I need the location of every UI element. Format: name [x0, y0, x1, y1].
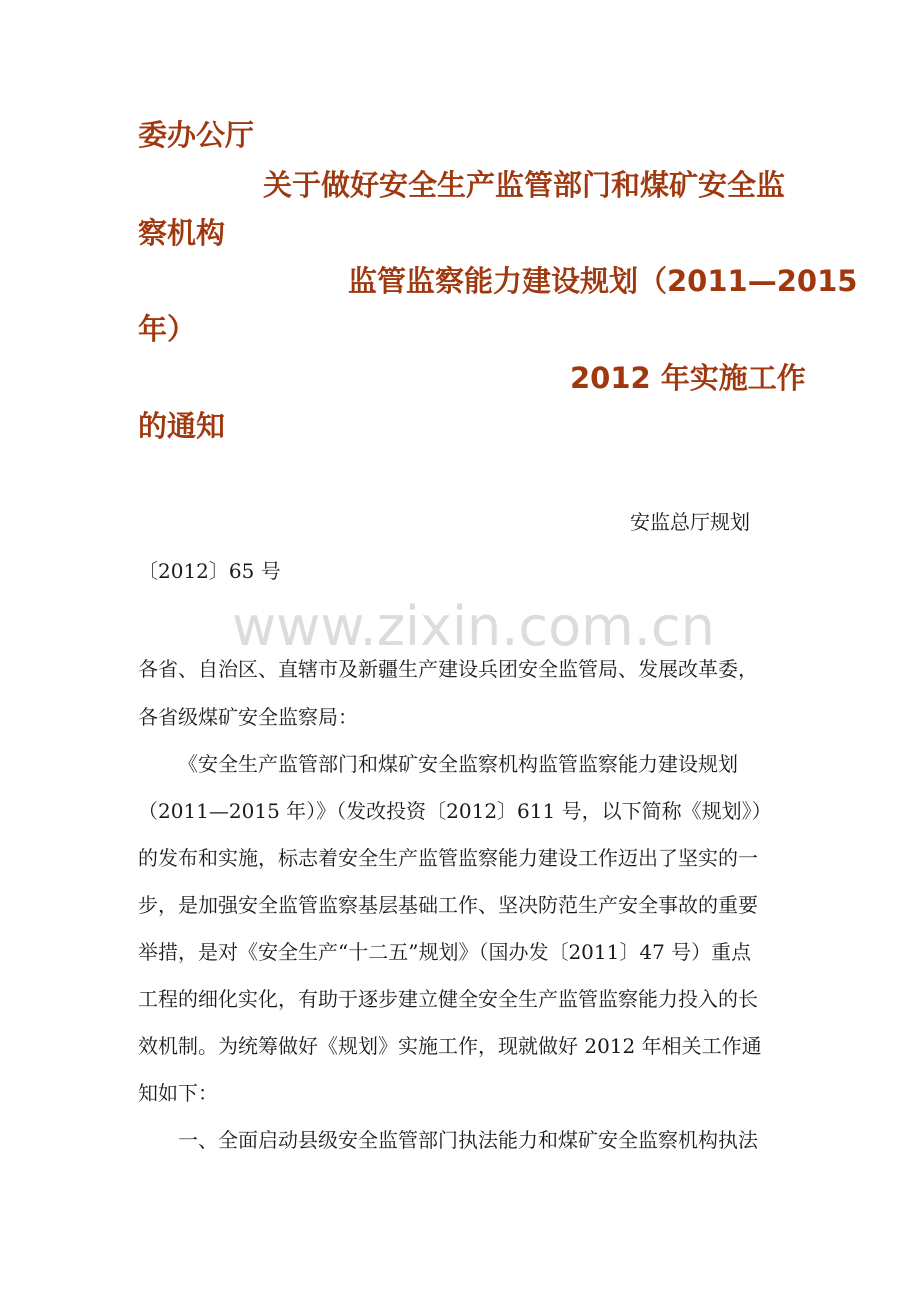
paragraph-line: 《安全生产监管部门和煤矿安全监察机构监管监察能力建设规划 — [178, 752, 738, 776]
title-line-4: 监管监察能力建设规划（2011—2015 — [348, 264, 858, 298]
paragraph-line: 步，是加强安全监管监察基层基础工作、坚决防范生产安全事故的重要 — [138, 893, 758, 917]
title-line-6: 2012 年实施工作 — [570, 361, 806, 395]
addressee-line-1: 各省、自治区、直辖市及新疆生产建设兵团安全监管局、发展改革委， — [138, 657, 758, 681]
paragraph-line: （2011—2015 年）》（发改投资〔2012〕611 号，以下简称《规划》） — [138, 799, 772, 823]
doc-number-line-2: 〔2012〕65 号 — [138, 559, 281, 583]
title-line-5: 年） — [138, 312, 197, 346]
paragraph-line: 效机制。为统筹做好《规划》实施工作，现就做好 2012 年相关工作通 — [138, 1034, 762, 1058]
section-heading-line: 一、全面启动县级安全监管部门执法能力和煤矿安全监察机构执法 — [178, 1128, 758, 1152]
paragraph-line: 知如下： — [138, 1081, 218, 1105]
title-line-7: 的通知 — [138, 409, 226, 443]
doc-number-line-1: 安监总厅规划 — [630, 510, 750, 534]
title-line-1: 委办公厅 — [138, 118, 255, 152]
paragraph-line: 工程的细化实化，有助于逐步建立健全安全生产监管监察能力投入的长 — [138, 987, 758, 1011]
watermark: www.zixin.com.cn — [232, 595, 715, 658]
title-line-2: 关于做好安全生产监管部门和煤矿安全监 — [263, 168, 786, 202]
title-line-3: 察机构 — [138, 216, 226, 250]
paragraph-line: 的发布和实施，标志着安全生产监管监察能力建设工作迈出了坚实的一 — [138, 846, 758, 870]
addressee-line-2: 各省级煤矿安全监察局： — [138, 705, 358, 729]
paragraph-line: 举措，是对《安全生产“十二五”规划》（国办发〔2011〕47 号）重点 — [138, 940, 752, 964]
